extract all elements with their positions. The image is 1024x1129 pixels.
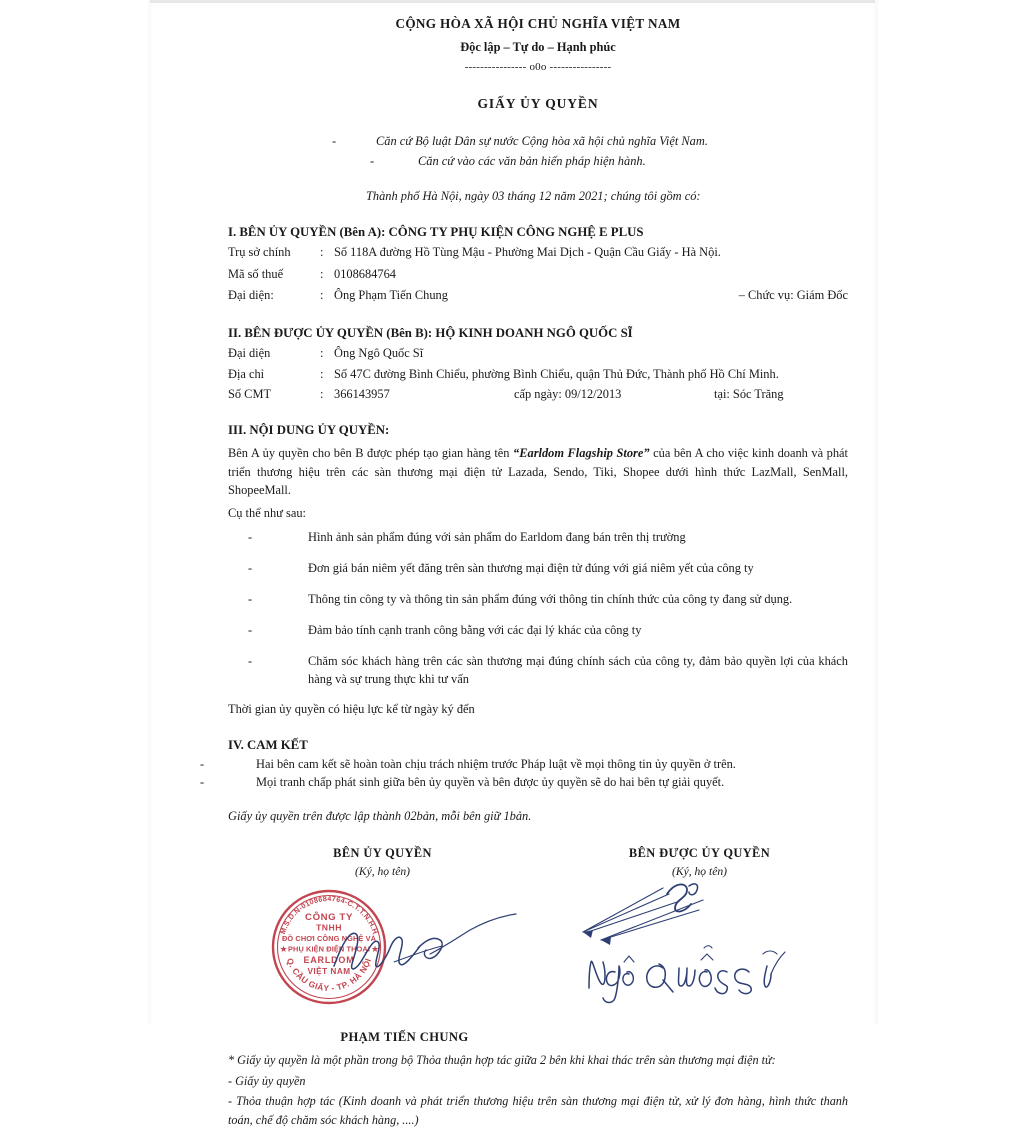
party-a-representative-colon: : (320, 288, 324, 303)
party-b-id-row (228, 387, 848, 402)
list-item (248, 622, 848, 640)
basis-dash-1: - (332, 134, 337, 148)
party-b-id-colon: : (320, 387, 324, 402)
basis-text-1: Căn cứ Bộ luật Dân sự nước Cộng hòa xã hội chủ nghĩa Việt Nam. (376, 134, 708, 148)
term-text: Đơn giá bán niêm yết đăng trên sàn thương mại điện tử đúng với giá niêm yết của công ty (308, 560, 754, 575)
signature-title-party-b: BÊN ĐƯỢC ỦY QUYỀN (628, 846, 771, 860)
printed-name-party-a: PHẠM TIẾN CHUNG (340, 1030, 469, 1044)
seal-star-right: ★ (371, 944, 380, 954)
footnote-1: * Giấy ủy quyền là một phần trong bộ Thỏa thuận hợp tác giữa 2 bên khi khai thác trên sàn thương mại điện tử: (228, 1053, 776, 1067)
party-b-representative-value: Ông Ngô Quốc Sĩ (334, 345, 424, 360)
list-item (248, 529, 848, 547)
party-a-representative-label: Đại diện: (228, 288, 274, 303)
party-a-taxcode-row (228, 266, 848, 284)
authorization-duration: Thời gian ủy quyền có hiệu lực kể từ ngày ký đến (228, 701, 475, 716)
party-a-representative-name: Ông Phạm Tiến Chung (334, 288, 448, 303)
national-title: CỘNG HÒA XÃ HỘI CHỦ NGHĨA VIỆT NAM (395, 16, 681, 31)
commitment-list (200, 755, 848, 792)
signature-block (228, 846, 848, 1045)
term-text: Chăm sóc khách hàng trên các sàn thương mại đúng chính sách của công ty, đảm bảo quyền lợi của khách hàng và sự trung thực khi tư vấn (308, 653, 848, 686)
details-lead: Cụ thể như sau: (228, 505, 306, 520)
party-b-representative-row (228, 345, 848, 363)
party-b-address-colon: : (320, 367, 324, 382)
footnote-3: - Thỏa thuận hợp tác (Kinh doanh và phát triển thương hiệu trên sàn thương mại điện tử, xử lý đơn hàng, hình thức thanh toán, chế độ chăm sóc khách hàng, ....) (228, 1094, 848, 1127)
seal-line-1: CÔNG TY (305, 912, 353, 923)
page-title: GIẤY ỦY QUYỀN (477, 96, 599, 111)
term-text: Thông tin công ty và thông tin sản phẩm đúng với thông tin chính thức của công ty đang sử dụng. (308, 591, 793, 606)
bullet-dash: - (248, 653, 253, 668)
list-item (200, 773, 848, 792)
commit-dash: - (200, 775, 205, 790)
seal-arc-top-text: M.S.D.N-0108684764-C.T.T.N.H.H (277, 893, 381, 936)
company-seal-stamp (270, 888, 388, 1006)
page-edge-right (872, 0, 878, 1024)
party-b-representative-colon: : (320, 345, 324, 360)
scope-text-after: của bên A cho việc kinh doanh và phát triển thương hiệu trên các sàn thương mại điện tử Lazada, Sendo, Tiki, Shopee dưới hình thức LazMall, SenMall, ShopeeMall. (228, 446, 848, 498)
party-b-id-number: 366143957 (334, 387, 390, 402)
party-a-taxcode-label: Mã số thuế (228, 266, 284, 281)
footnote-2: - Giấy ủy quyền (228, 1073, 306, 1088)
authorization-terms-list (228, 529, 848, 689)
term-text: Đảm bảo tính cạnh tranh công bằng với các đại lý khác của công ty (308, 622, 642, 637)
national-motto: Độc lập – Tự do – Hạnh phúc (460, 40, 616, 54)
signature-column-party-a (228, 846, 531, 1045)
list-item (248, 653, 848, 689)
signature-subtitle-party-a: (Ký, họ tên) (354, 865, 411, 878)
page-edge-left (148, 0, 153, 1024)
basis-dash-2: - (370, 154, 375, 168)
party-b-address-row (228, 366, 848, 384)
authorization-scope-paragraph (228, 444, 848, 500)
bullet-dash: - (248, 622, 253, 637)
legal-basis-line-2 (228, 154, 848, 169)
party-b-id-place: tại: Sóc Trăng (714, 387, 784, 402)
bullet-dash: - (248, 529, 253, 544)
seal-line-3: ĐỒ CHƠI CÔNG NGHỆ VÀ (281, 934, 377, 943)
party-a-representative-row (228, 287, 848, 305)
party-a-taxcode-value: 0108684764 (334, 266, 396, 281)
seal-star-left: ★ (279, 944, 288, 954)
legal-basis-block (228, 134, 848, 169)
footnote-block (228, 1051, 848, 1129)
handwritten-signature-party-b (571, 880, 811, 1010)
seal-line-5: EARLDOM (303, 955, 355, 965)
section-heading-party-b: II. BÊN ĐƯỢC ỦY QUYỀN (Bên B): HỘ KINH DOANH NGÔ QUỐC SĨ (228, 325, 633, 340)
party-b-id-issued: cấp ngày: 09/12/2013 (514, 387, 622, 402)
party-a-representative-value (334, 287, 848, 305)
party-a-representative-role: – Chức vụ: Giám Đốc (738, 288, 848, 303)
seal-line-2: TNHH (316, 922, 342, 933)
store-name: “Earldom Flagship Store” (513, 446, 650, 461)
signature-subtitle-party-b: (Ký, họ tên) (671, 865, 728, 878)
term-text: Hình ảnh sản phẩm đúng với sản phẩm do Earldom đang bán trên thị trường (308, 529, 686, 544)
bullet-dash: - (248, 591, 253, 606)
party-b-representative-label: Đại diện (228, 345, 271, 360)
section-heading-commitment: IV. CAM KẾT (228, 737, 308, 752)
list-item (248, 560, 848, 578)
party-a-taxcode-colon: : (320, 266, 324, 281)
party-a-office-colon: : (320, 245, 324, 259)
commit-dash: - (200, 756, 205, 771)
seal-line-4: PHỤ KIỆN ĐIỆN THOẠI (288, 944, 370, 954)
place-and-date: Thành phố Hà Nội, ngày 03 tháng 12 năm 2021; chúng tôi gồm có: (366, 189, 701, 203)
party-a-office-row (228, 244, 848, 262)
copies-statement: Giấy ủy quyền trên được lập thành 02bản, mỗi bên giữ 1bản. (228, 809, 532, 823)
legal-basis-line-1 (228, 134, 848, 149)
list-item (248, 591, 848, 609)
document-content (200, 0, 848, 1129)
list-item (200, 755, 848, 774)
signature-area-party-a (234, 878, 531, 1028)
basis-text-2: Căn cứ vào các văn bản hiến pháp hiện hành. (418, 154, 646, 168)
commit-text: Hai bên cam kết sẽ hoàn toàn chịu trách nhiệm trước Pháp luật về mọi thông tin ủy quyền ở trên. (256, 756, 736, 771)
section-heading-party-a: I. BÊN ỦY QUYỀN (Bên A): CÔNG TY PHỤ KIỆN CÔNG NGHỆ E PLUS (228, 225, 644, 239)
party-b-address-label: Địa chỉ (228, 367, 265, 382)
party-b-address-value: Số 47C đường Bình Chiểu, phường Bình Chiểu, quận Thủ Đức, Thành phố Hồ Chí Minh. (334, 367, 779, 382)
signature-title-party-a: BÊN ỦY QUYỀN (333, 846, 432, 860)
scope-text-before: Bên A ủy quyền cho bên B được phép tạo gian hàng tên (228, 446, 514, 461)
header-divider: ---------------- o0o ---------------- (464, 61, 612, 73)
party-a-office-value: Số 118A đường Hồ Tùng Mậu - Phường Mai Dịch - Quận Cầu Giấy - Hà Nội. (334, 245, 721, 259)
signature-column-party-b (531, 846, 848, 1045)
seal-arc-bottom-text: Q. CẦU GIẤY - TP. HÀ NỘI (284, 956, 374, 994)
party-a-office-label: Trụ sở chính (228, 245, 291, 259)
commit-text: Mọi tranh chấp phát sinh giữa bên ủy quyền và bên được ủy quyền sẽ do hai bên tự giải quyết. (256, 775, 725, 790)
party-b-id-label: Số CMT (228, 387, 272, 402)
bullet-dash: - (248, 560, 253, 575)
signature-area-party-b (551, 878, 848, 1028)
seal-line-6: VIỆT NAM (307, 967, 351, 976)
section-heading-content: III. NỘI DUNG ỦY QUYỀN: (228, 423, 390, 438)
